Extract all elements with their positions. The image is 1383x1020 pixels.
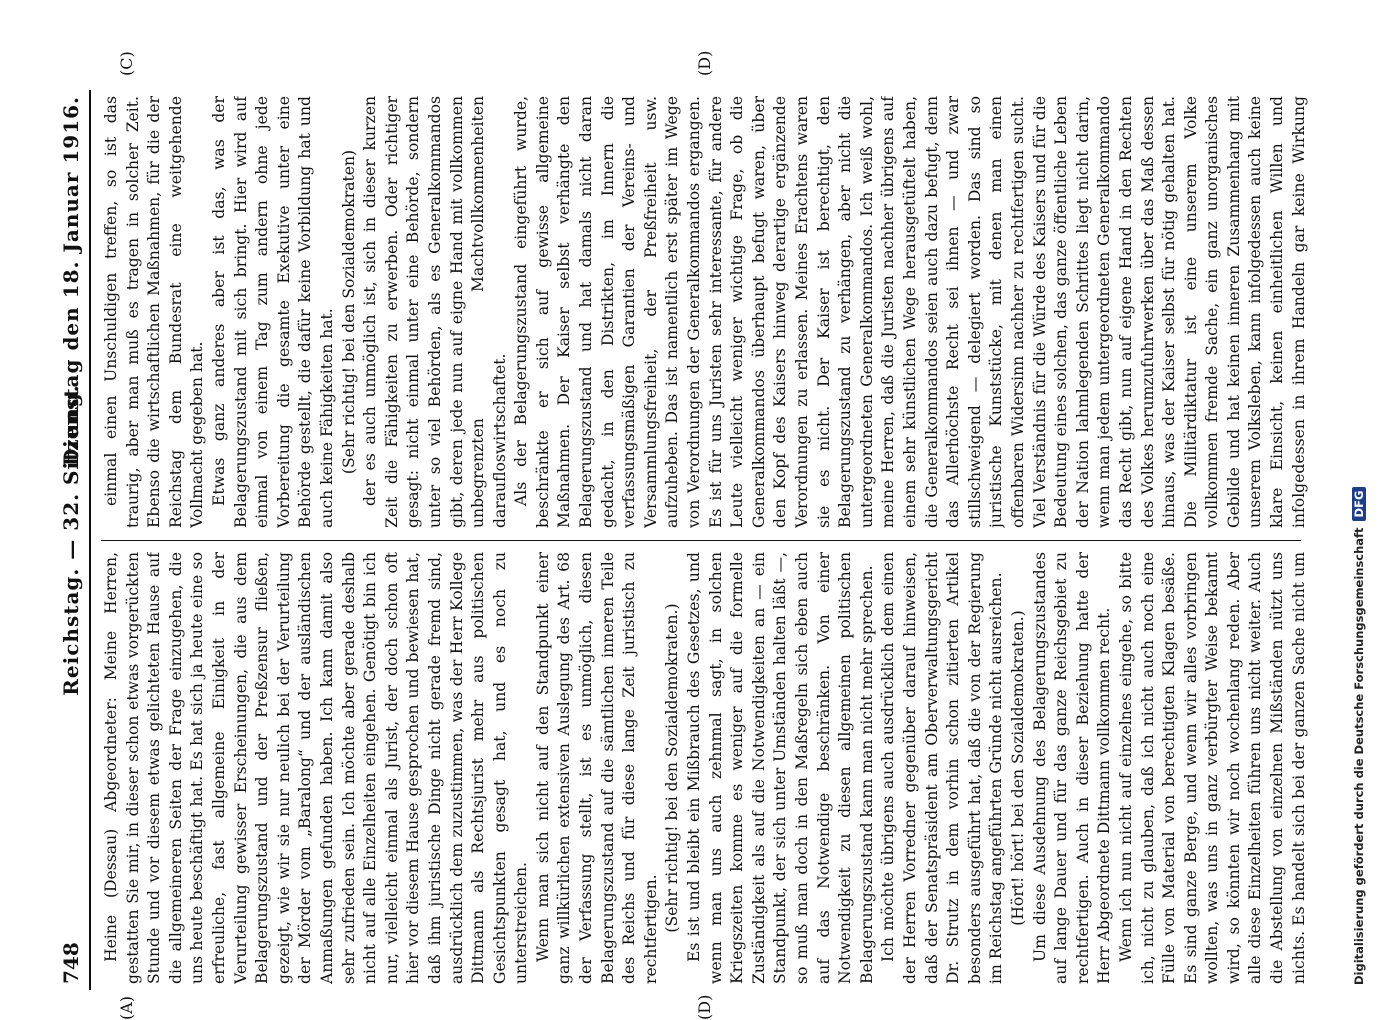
paragraph: Wenn man sich nicht auf den Standpunkt einer ganz willkürlichen extensiven Auslegung des Art. 68 der Verfassung stellt, ist es unmöglich, diesen Belagerungszustand auf die sämtlichen inneren Teile des Reichs und für diese lange Zeit juristisch zu rechtfertigen. [533, 552, 660, 984]
digitization-note-text: Digitalisierung gefördert durch die Deutsche Forschungsgemeinschaft [1352, 527, 1366, 985]
paragraph: Es ist und bleibt ein Mißbrauch des Gesetzes, und wenn man uns auch zehnmal sagt, in solchen Kriegszeiten komme es weniger auf die formelle Zuständigkeit als auf die Notwendigkeiten an — ein Standpunkt, der sich unter Umständen halten läßt —, so muß man doch in den Maßregeln sich eben auch auf das Notwendige beschränken. Von einer Notwendigkeit zu diesen allgemeinen politischen Belagerungszustand kann man nicht mehr sprechen. [685, 552, 876, 984]
text-column-left [101, 552, 1311, 984]
dfg-logo: DFG [1352, 487, 1366, 522]
paragraph: Etwas ganz anderes aber ist das, was der Belagerungszustand mit sich bringt. Hier wird auf einmal von einem Tag zum andern ohne jede Vorbereitung die gesamte Exekutive unter eine Behörde gestellt, die dafür keine Vorbildung hat und auch keine Fähigkeiten hat. [209, 96, 336, 528]
paragraph: Ich möchte übrigens auch ausdrücklich dem einen der Herren Vorredner gegenüber darauf hinweisen, daß der Senatspräsident am Oberverwaltungsgericht Dr. Strutz in dem vorhin schon zitierten Artikel besonders ausgeführt hat, daß die von der Regierung im Reichstag angeführten Gründe nicht ausreichen. [879, 552, 1006, 984]
digitization-note [1352, 487, 1366, 985]
interjection: (Hört! hört! bei den Sozialdemokraten.) [1008, 610, 1027, 926]
paragraph: Wenn ich nun nicht auf einzelnes eingehe, so bitte ich, nicht zu glauben, daß ich nicht auch noch eine Fülle von Material von berechtigten Klagen besäße. Es sind ganze Berge, und wenn wir alles vorbringen wollten, was uns in ganz verbürgter Weise bekannt wird, so könnten wir noch wochenlang reden. Aber alle diese Einzelheiten führen uns nicht weiter. Auch die Abstellung von einzelnen Mißständen nützt uns nichts. Es handelt sich bei der ganzen Sache nicht um [1116, 552, 1308, 984]
margin-mark-c: (C) [117, 51, 136, 76]
interjection: (Sehr richtig! bei den Sozialdemokraten) [339, 149, 358, 475]
interjection: (Sehr richtig! bei den Sozialdemokraten.) [663, 603, 682, 933]
running-head [55, 90, 91, 990]
paragraph: der es auch unmöglich ist, sich in dieser kurzen Zeit die Fähigkeiten zu erwerben. Oder richtiger gesagt: nicht einmal unter eine Behörde, sondern unter so viel Behörden, als es Generalkommandos gibt, deren jede nun auf eigne Hand mit vollkommen unbegrenzten Machtvollkommenheiten daraufloswirtschaftet. [361, 96, 509, 528]
paragraph: einmal einen Unschuldigen treffen, so ist das traurig, aber man muß es tragen in solcher Zeit. Ebenso die wirtschaftlichen Maßnahmen, für die der Reichstag dem Bundesrat eine weitgehende Vollmacht gegeben hat. [102, 96, 207, 528]
paragraph: Um diese Ausdehnung des Belagerungszustandes auf lange Dauer und für das ganze Reichsgebiet zu rechtfertigen. Auch in dieser Beziehung hatte der Herr Abgeordnete Dittmann vollkommen recht. [1030, 552, 1114, 984]
running-head-title: Reichstag. — 32. Sitzung. [59, 384, 83, 696]
margin-mark-a: (A) [117, 995, 136, 1020]
page-number: 748 [59, 942, 83, 984]
margin-mark-d-right: (D) [695, 50, 714, 76]
margin-mark-d-left: (D) [695, 994, 714, 1020]
paragraph: Heine (Dessau) Abgeordneter: Meine Herren, gestatten Sie mir, in dieser schon etwas vorgerückten Stunde und vor diesem etwas gelichteten Hause auf die allgemeineren Seiten der Frage einzugehen, die uns heute beschäftigt hat. Es hat sich ja heute eine so erfreuliche, fast allgemeine Einigkeit in der Verurteilung gewisser Erscheinungen, die aus dem Belagerungszustand und der Preßzensur fließen, gezeigt, wie wir sie nur neulich bei der Verurteilung der Mörder vom „Baralong“ und der ausländischen Anmaßungen gefunden haben. Ich kann damit also sehr zufrieden sein. Ich möchte aber gerade deshalb nicht auf alle Einzelheiten eingehen. Genötigt bin ich nur, vielleicht einmal als Jurist, der doch schon oft hier vor diesem Hause gesprochen und bewiesen hat, daß ihm juristische Dinge nicht gerade fremd sind, ausdrücklich dem zuzustimmen, was der Herr Kollege Dittmann als Rechtsjurist mehr aus politischen Gesichtspunkten gesagt hat, und es noch zu unterstreichen. [102, 552, 531, 984]
paragraph: Als der Belagerungszustand eingeführt wurde, beschränkte er sich auf gewisse allgemeine Maßnahmen. Der Kaiser selbst verhängte den Belagerungszustand und hat damals nicht daran gedacht, in den Distrikten, im Innern die verfassungsmäßigen Garantien der Vereins- und Versammlungsfreiheit, der Preßfreiheit usw. aufzuheben. Das ist namentlich erst später im Wege von Verordnungen der Generalkommandos ergangen. Es ist für uns Juristen sehr interessante, für andere Leute vielleicht weniger wichtige Frage, ob die Generalkommandos überhaupt befugt waren, über den Kopf des Kaisers hinweg derartige ergänzende Verordnungen zu erlassen. Meines Erachtens waren sie es nicht. Der Kaiser ist berechtigt, den Belagerungszustand zu verhängen, aber nicht die untergeordneten Generalkommandos. Ich weiß wohl, meine Herren, daß die Juristen nachher übrigens auf einem sehr künstlichen Wege herausgetüftelt haben, die Generalkommandos seien auch dazu befugt, denn das Allerhöchste Recht sei ihnen — und zwar stillschweigend — delegiert worden. Das sind so juristische Kunststücke, mit denen man einen offenbaren Widersinn nachher zu rechtfertigen sucht. Viel Verständnis für die Würde des Kaisers und für die Bedeutung eines solchen, das ganze öffentliche Leben der Nation lahmlegenden Schrittes liegt nicht darin, wenn man jedem untergeordneten Generalkommando das Recht gibt, nun auf eigene Hand in den Rechten des Volkes herumzufuhrwerken über das Maß dessen hinaus, was der Kaiser selbst für nötig gehalten hat. Die Militärdiktatur ist eine unserem Volke vollkommen fremde Sache, ein ganz unorganisches Gebilde und hat keinen inneren Zusammenhang mit unserem Volksleben, kann infolgedessen auch keine klare Einsicht, keinen einheitlichen Willen und infolgedessen in ihrem Handeln gar keine Wirkung [512, 96, 1308, 528]
text-column-right [101, 96, 1311, 528]
running-head-date: Dienstag den 18. Januar 1916. [59, 96, 83, 467]
column-divider [101, 540, 1301, 541]
rotated-document-page [55, 50, 1325, 1020]
